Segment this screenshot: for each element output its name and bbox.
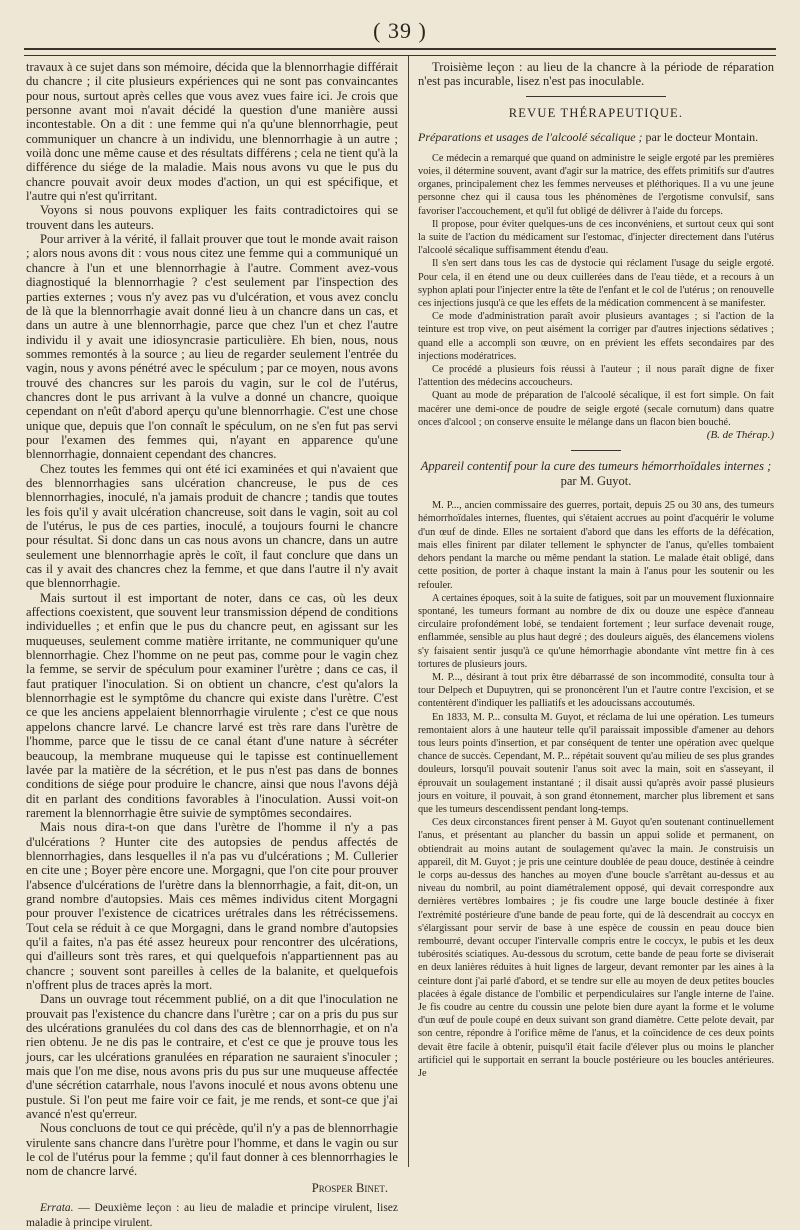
article-paragraph: M. P..., ancien commissaire des guerres, portait, depuis 25 ou 30 ans, des tumeurs hémorrhoïdales internes, fluentes, qui s'étaient accrues au point d'acquérir le volume d'un œuf de dinde. Elles ne sortaient d'abord que dans les efforts de la défécation, mais elles finirent par dilater tellement le sphyncter de l'anus, qu'elles tombaient dehors pendant la marche ou même pendant la station. Le malade était obligé, dans cette position, de porter à chaque instant la main à l'anus pour les soutenir ou les refouler. <box>418 500 774 591</box>
left-paragraph: Chez toutes les femmes qui ont été ici examinées et qui n'avaient que des blennorrhagies sans ulcération chancreuse, le pus de ces blennorrhagies, inoculé, n'a jamais produit de chancre ; tandis que toutes les fois qu'il y avait ulcération chancreuse, soit dans le vagin, soit au col de l'utérus, le pus de ces parties, inoculé, a toujours fourni le chancre pour résultat. Si donc dans un cas nous avons un chancre, dans un autre seulement une blennorrhagie après le coït, il faut conclure que dans un cas il y avait des chancres chez la femme, et que dans l'autre il n'y avait que blennorrhagie. <box>26 461 398 591</box>
left-paragraph: Mais nous dira-t-on que dans l'urètre de l'homme il n'y a pas d'ulcérations ? Hunter cite des autopsies de pendus affectés de blennorrhagies, dans lesquelles il n'a pas vu d'ulcérations ; M. Cullerier en cite une ; Boyer père encore une. Morgagni, que l'on cite pour prouver l'absence d'ulcérations de l'urètre dans la blennorrhagie, a fait, dit-on, un grand nombre d'autopsies. Mais ces mêmes individus citent Morgagni pour prouver l'existence de cicatrices urétrales dans les rétrécissemens. Tout cela se réduit à ce que Morgagni, dans le grand nombre d'autopsies qu'il a faites, n'a pas été assez heureux pour rencontrer des ulcérations, qui d'ailleurs sont très rares, et qui quelquefois n'appartiennent pas au chancre ; souvent sont pareilles à celles de la balanite, et quelquefois n'offrent plus de traces après la mort. <box>26 820 398 992</box>
article-paragraph: En 1833, M. P... consulta M. Guyot, et réclama de lui une opération. Les tumeurs remontaient alors à une hauteur telle qu'il paraissait impossible d'amener au dehors tous leurs points d'insertion, et par conséquent de tenter une opération avec quelque chance de succès. Cependant, M. P... répétait souvent qu'au milieu de ses plus grandes douleurs, lorsqu'il pouvait soutenir l'anus soit avec la main, soit en s'asseyant, il éprouvait un soulagement instantané ; il disait aussi qu'après avoir passé plusieurs jours en voiture, il pouvait, à son grand étonnement, marcher plus librement et sans que les tumeurs descendissent pendant long-temps. <box>418 711 774 815</box>
lecon-note: Troisième leçon : au lieu de la chancre à la période de réparation n'est pas incurable, lisez n'est pas inoculable. <box>418 60 774 89</box>
author-signature: Prosper Binet. <box>311 1180 388 1195</box>
article-paragraph: Il propose, pour éviter quelques-uns de ces inconvéniens, et surtout ceux qui sont la suite de l'action du médicament sur l'estomac, d'injecter directement dans l'utérus l'alcoolé sécalique suffisamment étendu d'eau. <box>418 218 774 257</box>
article-title-author: par M. Guyot. <box>560 474 632 489</box>
article-paragraph: Ces deux circonstances firent penser à M. Guyot qu'en soutenant continuellement l'anus, et présentant au plancher du bassin un appui solide et permanent, on obtiendrait au moins autant de soulagement qu'avec la main. Je construisis un appareil, dit M. Guyot ; je pris une ceinture doublée de peau douce, destinée à ceindre le corps au-dessus des hanches au moyen d'une boucle s'arrêtant au-dessus et au niveau du nombril, au point diamétralement opposé, qui devait correspondre aux dernières vertèbres lombaires ; je fis coudre une large boucle destinée à fixer l'extrémité postérieure d'une bande de peau forte, qui de là descendrait au coccyx en s'élargissant pour servir de base à une espèce de coussin en peau douce bien rembourré, devant occuper l'intervalle compris entre le coccyx, le pubis et les deux tubérosités sciatiques. Au-dessous du scrotum, cette bande de peau forte se diviserait en deux lanières réduites à huit lignes de largeur, devant remonter par les aines à la ceinture dont j'ai parlé d'abord, et se tendre sur elle au moyen de deux petites boucles placées à égale distance de l'ombilic et perpendiculaires sur l'angle interne de l'aine. Je fis coudre au centre du coussin une pelote bien dure ayant la forme et le volume d'un œuf de poule coupé en deux suivant son grand diamètre. Cette pelote devait, par son centre, répondre à l'orifice même de l'anus, et la coïncidence de ces deux points devait être facile à obtenir, puisqu'il était facile d'élever plus ou moins le plancher artificiel qui le supportait en serrant la boucle postérieure ou les boucles antérieures. Je <box>418 817 774 1080</box>
right-column <box>418 60 774 1165</box>
article-paragraph: A certaines époques, soit à la suite de fatigues, soit par un mouvement fluxionnaire spontané, les tumeurs formant au nombre de dix ou douze une espèce d'anneau circulaire profondément lobé, se tendaient fortement ; leur surface devenait rouge, enflammée, sensible au plus haut degré ; des douleurs aiguës, des élancemens violens s'y faisaient sentir jusqu'à ce qu'une hémorrhagie abondante vînt mettre fin à ces tortures de plusieurs jours. <box>418 592 774 670</box>
article-title-italic: Appareil contentif pour la cure des tumeurs hémorrhoïdales internes ; <box>420 459 772 474</box>
errata-note <box>26 1201 398 1230</box>
left-column <box>26 60 399 1229</box>
column-divider <box>408 56 409 1167</box>
article-rule <box>571 450 621 451</box>
left-paragraph: Pour arriver à la vérité, il fallait prouver que tout le monde avait raison ; alors nous avons dit : vous nous citez une femme qui a communiqué un chancre à l'un et une blennorrhagie à l'autre. Comment avez-vous diagnostiqué la blennorrhagie ? c'est seulement par l'inspection des parties externes ; vous n'y avez pas vu d'ulcération, et vous avez conclu de là que la blennorrhagie avait donné lieu à un chancre dans un cas, et dans un autre à une blennorrhagie, parce que chez l'un et chez l'autre individu il y avait une idiosyncrasie particulière. Eh bien, nous, nous sommes remontés à la source ; au lieu de regarder seulement l'entrée du vagin, nous y avons pénétré avec le spéculum ; par ce moyen, nous avons trouvé des chancres sur les parois du vagin, sur le col de l'utérus, chancres dont le pus arrivant à la vulve a donné un chancre, quoique cependant on n'eût d'abord aperçu qu'une blennorrhagie. C'est une chose unique que, depuis que l'on connaît le spéculum, on ne s'en fut pas servi pour l'examen des femmes qui, n'ayant en apparence qu'une blennorrhagie, donnaient cependant des chancres. <box>26 232 398 462</box>
article-paragraph: Il s'en sert dans tous les cas de dystocie qui réclament l'usage du seigle ergoté. Pour cela, il en étend une ou deux cuillerées dans de l'eau tiède, et a recours à un syphon aplati pour l'injecter entre la tête de l'enfant et le col de l'utérus ; on renouvelle ces injections jusqu'à ce que les effets de la médication commencent à se manifester. <box>418 258 774 310</box>
page-header <box>0 10 800 50</box>
article-subtitle-italic: Préparations et usages de l'alcoolé sécalique ; <box>418 129 643 144</box>
article-source: (B. de Thérap.) <box>706 429 774 442</box>
left-paragraph: Dans un ouvrage tout récemment publié, on a dit que l'inoculation ne prouvait pas l'existence du chancre dans l'urètre ; car on a pris du pus sur des ulcérations granulées du col dans des cas de blennorrhagie, et on n'a rien obtenu. Je ne dis pas le contraire, et c'est ce que je prouve tous les jours, car les ulcérations granulées en réparation ne sauraient s'inoculer ; mais que l'on me dise, nous avons pris du pus sur une muqueuse affectée d'une sécrétion catarrhale, nous l'avons inoculé et nous avons obtenu une pustule. Si l'on peut me faire voir ce fait, je me rends, et sont-ce que j'ai avancé n'est qu'erreur. <box>26 992 398 1122</box>
section-rule <box>526 96 666 97</box>
errata-label: Errata. <box>40 1202 74 1215</box>
article-paragraph: Quant au mode de préparation de l'alcoolé sécalique, il est fort simple. On fait macérer une demi-once de poudre de seigle ergoté (secale cornutum) dans quatre onces d'alcool ; on conserve ensuite le mélange dans un flacon bien bouché. <box>418 390 774 428</box>
article-title <box>418 459 774 489</box>
article-paragraph: M. P..., désirant à tout prix être débarrassé de son incommodité, consulta tour à tour Delpech et Dupuytren, qui se prononcèrent l'un et l'autre contre l'excision, et se contentèrent d'indiquer les palliatifs et les adoucissans accoutumés. <box>418 671 774 710</box>
article-paragraph: Ce médecin a remarqué que quand on administre le seigle ergoté par les premières voies, il détermine souvent, avant d'agir sur la matrice, des effets primitifs sur d'autres organes, principalement chez les femmes nerveuses et pléthoriques. Il a vu une jeune personne chez qui il causa tous les phénomènes de l'ergotisme convulsif, sans favoriser l'accouchement, et qu'il fut obligé de délivrer à l'aide du forceps. <box>418 152 774 217</box>
article-paragraph: Ce procédé a plusieurs fois réussi à l'auteur ; il nous paraît digne de fixer l'attention des médecins accoucheurs. <box>418 364 774 389</box>
left-paragraph: travaux à ce sujet dans son mémoire, décida que la blennorrhagie différait du chancre ; il cite plusieurs expériences qui ne sont pas convaincantes pour nous, surtout après celles que vous avez vues faire ici. Je crois que personne avant moi n'avait décidé la question d'une manière aussi incontestable. On a dit : une femme qui n'a qu'une blennorrhagie, peut communiquer un chancre à un individu, une blennorrhagie à un autre ; voilà donc une même cause et des résultats différens ; cela ne tient qu'à la différence du siége de la maladie. Mais nous avons vu que le pus du chancre pouvait avoir deux modes d'action, un qui est spécifique, et l'autre qui n'est qu'irritant. <box>26 60 398 204</box>
page-number: ( 39 ) <box>373 18 427 43</box>
article-paragraph: Ce mode d'administration paraît avoir plusieurs avantages ; si l'action de la teinture est trop vive, on peut aisément la corriger par d'autres injections sédatives ; quand elle a accompli son œuvre, on en prévient les effets secondaires par des injections modératrices. <box>418 311 774 362</box>
errata-text: — Deuxième leçon : au lieu de maladie et principe virulent, lisez maladie à principe virulent. <box>26 1202 399 1229</box>
article-subtitle-author: par le docteur Montain. <box>642 129 759 144</box>
left-paragraph: Nous concluons de tout ce qui précède, qu'il n'y a pas de blennorrhagie virulente sans chancre dans l'urètre pour l'homme, et dans le vagin ou sur le col de l'utérus pour la femme ; qu'il faut donner à ces blennorrhagies le nom de chancre larvé. <box>26 1121 398 1179</box>
article-subtitle <box>418 131 774 144</box>
left-paragraph: Voyons si nous pouvons expliquer les faits contradictoires qui se trouvent dans les auteurs. <box>26 203 398 232</box>
left-paragraph: Mais surtout il est important de noter, dans ce cas, où les deux affections coexistent, que souvent leur transmission dépend de conditions individuelles ; et enfin que le pus du chancre peut, en agissant sur les muqueuses, seulement comme matière irritante, ne communiquer qu'une blennorrhagie. Chez l'homme on ne peut pas, comme pour le vagin chez la femme, se servir de spéculum pour examiner l'urètre ; dans ce cas, il faut pratiquer l'inoculation. Si on obtient un chancre, c'est qu'alors la blennorrhagie est le symptôme du chancre qui existe dans l'urètre. C'est ce que les anciens appelaient blennorrhagie virulente ; c'est ce que nous appelons chancre larvé. Le chancre larvé est très rare dans l'urètre de l'homme, parce que le tissu de ce canal étant d'une nature à sécréter beaucoup, la membrane muqueuse qui le tapisse est continuellement lavée par la matière de la sécrétion, et le pus n'est pas dans de bonnes conditions de siége pour produire le chancre, ainsi que nous l'avons déjà dit en parlant des conditions favorables à l'inoculation. Aussi voit-on rarement la blennorrhagie être suivie de symptômes secondaires. <box>26 590 398 820</box>
section-title: REVUE THÉRAPEUTIQUE. <box>508 106 684 121</box>
header-rule <box>24 48 776 56</box>
